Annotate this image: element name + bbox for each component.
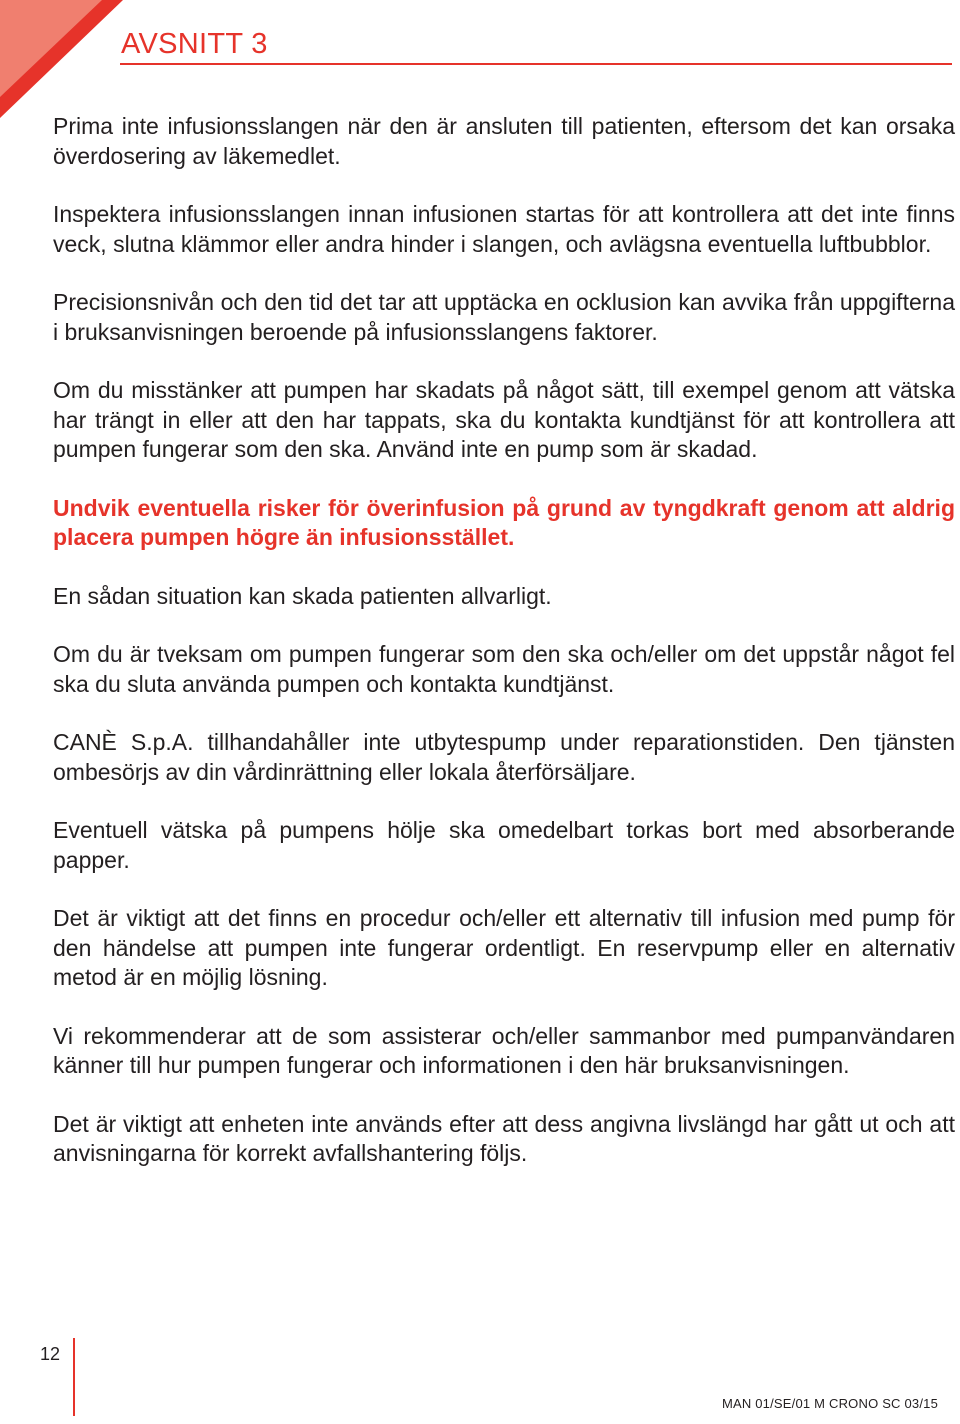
footer-rule bbox=[73, 1338, 75, 1416]
paragraph-gravity-warning: Undvik eventuella risker för överinfusion på grund av tyngdkraft genom att aldrig placera pumpen högre än infusionsstället. bbox=[53, 494, 955, 550]
paragraph-damaged-pump: Om du misstänker att pumpen har skadats på något sätt, till exempel genom att vätska har trängt in eller att den har tappats, ska du kontakta kundtjänst för att kontrollera att pumpen fungerar som den ska. Använd inte en pump som är skadad. bbox=[53, 377, 955, 462]
section-title: AVSNITT 3 bbox=[121, 28, 268, 60]
paragraph-liquid: Eventuell vätska på pumpens hölje ska omedelbart torkas bort med absorberande papper. bbox=[53, 817, 955, 873]
header-rule bbox=[120, 63, 952, 65]
paragraph-inspect-tubing: Inspektera infusionsslangen innan infusionen startas för att kontrollera att det inte finns veck, slutna klämmor eller andra hinder i slangen, och avlägsna eventuella luftbubblor. bbox=[53, 201, 955, 257]
corner-decoration bbox=[0, 0, 130, 125]
paragraph-replacement: CANÈ S.p.A. tillhandahåller inte utbytespump under reparationstiden. Den tjänsten ombesörjs av din vårdinrättning eller lokala återförsäljare. bbox=[53, 729, 955, 785]
paragraph-patient-harm: En sådan situation kan skada patienten allvarligt. bbox=[53, 582, 552, 609]
paragraph-precision: Precisionsnivån och den tid det tar att upptäcka en ocklusion kan avvika från uppgifterna i bruksanvisningen beroende på infusionsslangens faktorer. bbox=[53, 289, 955, 345]
paragraph-stop-using: Om du är tveksam om pumpen fungerar som den ska och/eller om det uppstår något fel ska du sluta använda pumpen och kontakta kundtjänst. bbox=[53, 641, 955, 697]
body-text bbox=[53, 112, 955, 1198]
page-number: 12 bbox=[40, 1344, 61, 1364]
document-code: MAN 01/SE/01 M CRONO SC 03/15 bbox=[721, 1396, 938, 1411]
paragraph-recommend: Vi rekommenderar att de som assisterar och/eller sammanbor med pumpanvändaren känner till hur pumpen fungerar och informationen i den här bruksanvisningen. bbox=[53, 1022, 955, 1078]
paragraph-prime-warning: Prima inte infusionsslangen när den är ansluten till patienten, eftersom det kan orsaka överdosering av läkemedlet. bbox=[53, 113, 955, 169]
paragraph-procedure: Det är viktigt att det finns en procedur och/eller ett alternativ till infusion med pump för den händelse att pumpen inte fungerar ordentligt. En reservpump eller en alternativ metod är en möjlig lösning. bbox=[53, 905, 955, 990]
paragraph-lifetime: Det är viktigt att enheten inte används efter att dess angivna livslängd har gått ut och att anvisningarna för korrekt avfallshantering följs. bbox=[53, 1110, 955, 1166]
